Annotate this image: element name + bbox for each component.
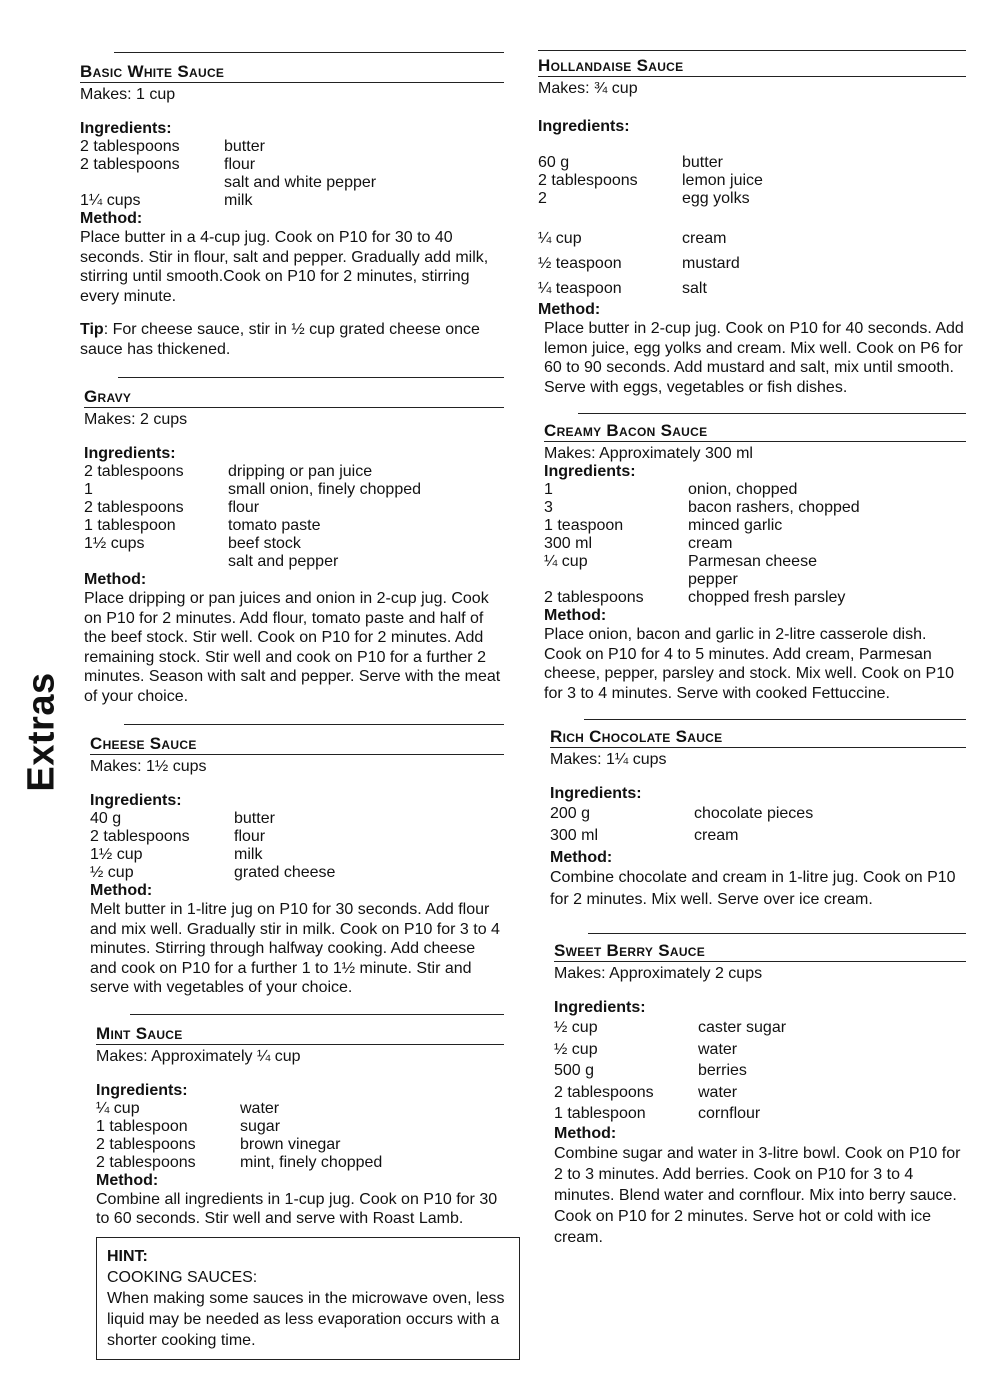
- ingredient-qty: ¼ cup: [538, 230, 582, 247]
- ingredient-name: water: [240, 1099, 280, 1117]
- ingredient-name: chocolate pieces: [694, 805, 814, 822]
- recipe-mint-sauce: [96, 1014, 504, 1360]
- ingredient-qty: 300 ml: [550, 827, 599, 844]
- ingredient-qty: [80, 174, 224, 192]
- right-column: [538, 52, 966, 1248]
- ingredient-name: cream: [682, 230, 727, 247]
- ingredients-heading: Ingredients:: [544, 463, 636, 480]
- recipe-yield: Makes: Approximately 300 ml: [544, 445, 753, 462]
- ingredient-qty: 2 tablespoons: [96, 1153, 196, 1171]
- recipe-title: Creamy Bacon Sauce: [544, 418, 966, 442]
- ingredient-name: small onion, finely chopped: [228, 481, 422, 498]
- ingredient-name: salt and white pepper: [224, 174, 377, 191]
- side-label-text: Extras: [20, 672, 63, 792]
- ingredient-qty: ¼ cup: [544, 553, 588, 570]
- recipe-title: Hollandaise Sauce: [538, 53, 966, 77]
- ingredient-qty: 1 tablespoon: [96, 1117, 188, 1135]
- ingredient-name: berries: [698, 1062, 747, 1079]
- left-column: [80, 52, 504, 1360]
- method-text: Combine all ingredients in 1-cup jug. Cook on P10 for 30 to 60 seconds. Stir well and serve with Roast Lamb.: [96, 1190, 498, 1227]
- ingredient-qty: 3: [544, 499, 553, 516]
- ingredient-qty: 1: [544, 481, 553, 498]
- ingredients-heading: Ingredients:: [554, 999, 646, 1016]
- ingredient-qty: 2: [538, 190, 547, 207]
- ingredient-name: brown vinegar: [240, 1135, 341, 1153]
- ingredient-name: flour: [224, 156, 256, 173]
- method-heading: Method:: [90, 882, 153, 899]
- ingredients-list: [538, 154, 966, 208]
- method-text: Place dripping or pan juices and onion in 2-cup jug. Cook on P10 for 2 minutes. Add flour, tomato paste and half of the beef stock. Stir well. Cook on P10 for 2 minutes. Add remaining stock. Stir well and cook on P10 for a further 2 minutes. Season with salt and pepper. Serve with the meat of your choice.: [84, 590, 501, 705]
- recipe-sweet-berry-sauce: [554, 933, 966, 1248]
- method-text: Combine chocolate and cream in 1-litre jug. Cook on P10 for 2 minutes. Mix well. Serve over ice cream.: [550, 869, 956, 908]
- ingredient-qty: 1: [84, 481, 93, 498]
- ingredient-qty: 40 g: [90, 810, 122, 827]
- method-heading: Method:: [554, 1124, 617, 1142]
- ingredient-name: cream: [688, 535, 733, 552]
- method-text: Place butter in 2-cup jug. Cook on P10 for 40 seconds. Add lemon juice, egg yolks and cream. Mix well. Cook on P6 for 60 to 90 seconds. Add mustard and salt, mix until smooth. Serve with eggs, vegetables or fish dishes.: [544, 320, 964, 396]
- ingredients-heading: Ingredients:: [90, 792, 182, 809]
- ingredient-name: salt and pepper: [228, 553, 339, 570]
- ingredient-qty: ½ cup: [554, 1019, 598, 1036]
- recipe-yield: Makes: ¾ cup: [538, 80, 638, 97]
- ingredient-qty: ½ cup: [554, 1040, 598, 1058]
- ingredients-heading: Ingredients:: [96, 1081, 188, 1099]
- hint-title: HINT:: [107, 1247, 148, 1265]
- method-text: Place butter in a 4-cup jug. Cook on P10 for 30 to 40 seconds. Stir in flour, salt and pepper. Gradually add milk, stirring until smooth.Cook on P10 for 2 minutes, stirring every minute.: [80, 229, 489, 305]
- ingredient-name: pepper: [688, 571, 738, 588]
- ingredient-name: Parmesan cheese: [688, 553, 817, 570]
- ingredient-qty: 2 tablespoons: [96, 1135, 196, 1153]
- ingredient-name: beef stock: [228, 535, 301, 552]
- ingredient-qty: ½ teaspoon: [538, 255, 622, 272]
- recipe-creamy-bacon-sauce: [544, 413, 966, 703]
- recipe-yield: Makes: 1 cup: [80, 86, 176, 103]
- ingredient-qty: 1 tablespoon: [84, 517, 176, 534]
- ingredient-name: minced garlic: [688, 517, 783, 534]
- ingredient-qty: 1 teaspoon: [544, 517, 624, 534]
- tip-label: Tip: [80, 321, 104, 338]
- ingredient-qty: [84, 553, 228, 571]
- ingredient-qty: 2 tablespoons: [84, 499, 184, 516]
- tip-text: [80, 320, 504, 359]
- recipe-yield: Makes: 1¼ cups: [550, 751, 667, 768]
- ingredient-qty: 300 ml: [544, 535, 593, 552]
- ingredient-name: cornflour: [698, 1105, 761, 1122]
- method-text: Combine sugar and water in 3-litre bowl. Cook on P10 for 2 to 3 minutes. Add berries. Cook on P10 for 3 to 4 minutes. Blend water and cornflour. Mix into berry sauce. Cook on P10 for 2 minutes. Serve hot or cold with ice cream.: [554, 1144, 961, 1246]
- ingredient-qty: 1¼ cups: [80, 192, 141, 209]
- ingredient-qty: 500 g: [554, 1062, 595, 1079]
- ingredients-list: [84, 463, 504, 571]
- method-heading: Method:: [84, 571, 147, 588]
- ingredient-name: milk: [224, 192, 253, 209]
- section-side-label: [22, 672, 62, 792]
- recipe-yield: Makes: Approximately ¼ cup: [96, 1047, 301, 1065]
- ingredients-list: [554, 1017, 966, 1125]
- ingredients-heading: Ingredients:: [550, 785, 642, 802]
- ingredient-qty: 2 tablespoons: [538, 172, 638, 189]
- method-heading: Method:: [550, 849, 613, 866]
- ingredients-list: [550, 803, 966, 847]
- hint-box: [96, 1237, 520, 1360]
- ingredient-name: tomato paste: [228, 517, 321, 534]
- recipe-title: Mint Sauce: [96, 1021, 504, 1045]
- ingredients-list: [80, 138, 504, 210]
- recipe-title: Sweet Berry Sauce: [554, 938, 966, 962]
- method-heading: Method:: [80, 210, 143, 227]
- ingredient-qty: 1½ cups: [84, 535, 145, 552]
- ingredient-qty: [544, 571, 688, 589]
- recipe-rich-chocolate-sauce: [550, 719, 966, 911]
- recipe-basic-white-sauce: [80, 52, 504, 359]
- ingredient-qty: 2 tablespoons: [90, 828, 190, 845]
- ingredient-qty: 1 tablespoon: [554, 1105, 646, 1122]
- recipe-yield: Makes: Approximately 2 cups: [554, 965, 763, 982]
- ingredient-name: sugar: [240, 1117, 281, 1135]
- ingredients-list-continued: [538, 226, 966, 301]
- ingredients-list: [544, 481, 966, 607]
- ingredient-name: lemon juice: [682, 172, 763, 189]
- ingredient-name: milk: [234, 846, 263, 863]
- recipe-title: Basic White Sauce: [80, 59, 504, 83]
- ingredients-heading: Ingredients:: [538, 118, 630, 135]
- method-text: Place onion, bacon and garlic in 2-litre casserole dish. Cook on P10 for 4 to 5 minutes. Add cream, Parmesan cheese, pepper, parsley and stock. Mix well. Cook on P10 for 3 to 4 minutes. Serve with cooked Fettuccine.: [544, 626, 954, 702]
- ingredient-name: butter: [234, 810, 275, 827]
- ingredient-qty: 200 g: [550, 805, 591, 822]
- ingredients-heading: Ingredients:: [84, 445, 176, 462]
- ingredient-name: water: [698, 1040, 738, 1058]
- ingredient-name: chopped fresh parsley: [688, 589, 846, 606]
- ingredient-qty: 2 tablespoons: [554, 1083, 654, 1101]
- hint-subtitle: COOKING SAUCES:: [107, 1268, 258, 1286]
- method-heading: Method:: [544, 607, 607, 624]
- ingredient-name: egg yolks: [682, 190, 750, 207]
- ingredients-heading: Ingredients:: [80, 120, 172, 137]
- ingredient-name: mint, finely chopped: [240, 1153, 383, 1171]
- recipe-title: Cheese Sauce: [90, 731, 504, 755]
- recipe-title: Gravy: [84, 384, 504, 408]
- recipe-yield: Makes: 1½ cups: [90, 758, 207, 775]
- method-heading: Method:: [538, 301, 601, 318]
- ingredient-name: salt: [682, 280, 707, 297]
- ingredient-name: butter: [682, 154, 723, 171]
- recipe-yield: Makes: 2 cups: [84, 411, 188, 428]
- method-heading: Method:: [96, 1171, 159, 1189]
- ingredients-list: [96, 1100, 504, 1172]
- ingredient-name: mustard: [682, 255, 740, 272]
- ingredient-name: onion, chopped: [688, 481, 798, 498]
- hint-body: When making some sauces in the microwave oven, less liquid may be needed as less evaporation occurs with a shorter cooking time.: [107, 1289, 505, 1349]
- recipe-hollandaise-sauce: [538, 50, 966, 397]
- ingredient-qty: ¼ cup: [96, 1099, 140, 1117]
- ingredients-list: [90, 810, 504, 882]
- ingredient-qty: 60 g: [538, 154, 570, 171]
- ingredient-name: grated cheese: [234, 864, 336, 881]
- recipe-cheese-sauce: [90, 724, 504, 998]
- ingredient-name: butter: [224, 138, 265, 155]
- ingredient-qty: 2 tablespoons: [80, 156, 180, 173]
- ingredient-name: bacon rashers, chopped: [688, 499, 860, 516]
- recipe-gravy: [84, 377, 504, 706]
- ingredient-qty: ½ cup: [90, 864, 134, 881]
- ingredient-name: caster sugar: [698, 1019, 787, 1036]
- ingredient-name: water: [698, 1083, 738, 1101]
- ingredient-name: cream: [694, 827, 739, 844]
- method-text: Melt butter in 1-litre jug on P10 for 30 seconds. Add flour and mix well. Gradually stir in milk. Cook on P10 for 3 to 4 minutes. Stirring through halfway cooking. Add cheese and cook on P10 for a further 1 to 1½ minute. Stir and serve with vegetables of your choice.: [90, 901, 500, 996]
- ingredient-name: dripping or pan juice: [228, 463, 373, 480]
- ingredient-name: flour: [228, 499, 260, 516]
- ingredient-name: flour: [234, 828, 266, 845]
- ingredient-qty: ¼ teaspoon: [538, 280, 622, 297]
- ingredient-qty: 1½ cup: [90, 846, 143, 863]
- ingredient-qty: 2 tablespoons: [544, 589, 644, 606]
- ingredient-qty: 2 tablespoons: [80, 138, 180, 155]
- ingredient-qty: 2 tablespoons: [84, 463, 184, 480]
- recipe-title: Rich Chocolate Sauce: [550, 724, 966, 748]
- tip-body: : For cheese sauce, stir in ½ cup grated cheese once sauce has thickened.: [80, 321, 480, 358]
